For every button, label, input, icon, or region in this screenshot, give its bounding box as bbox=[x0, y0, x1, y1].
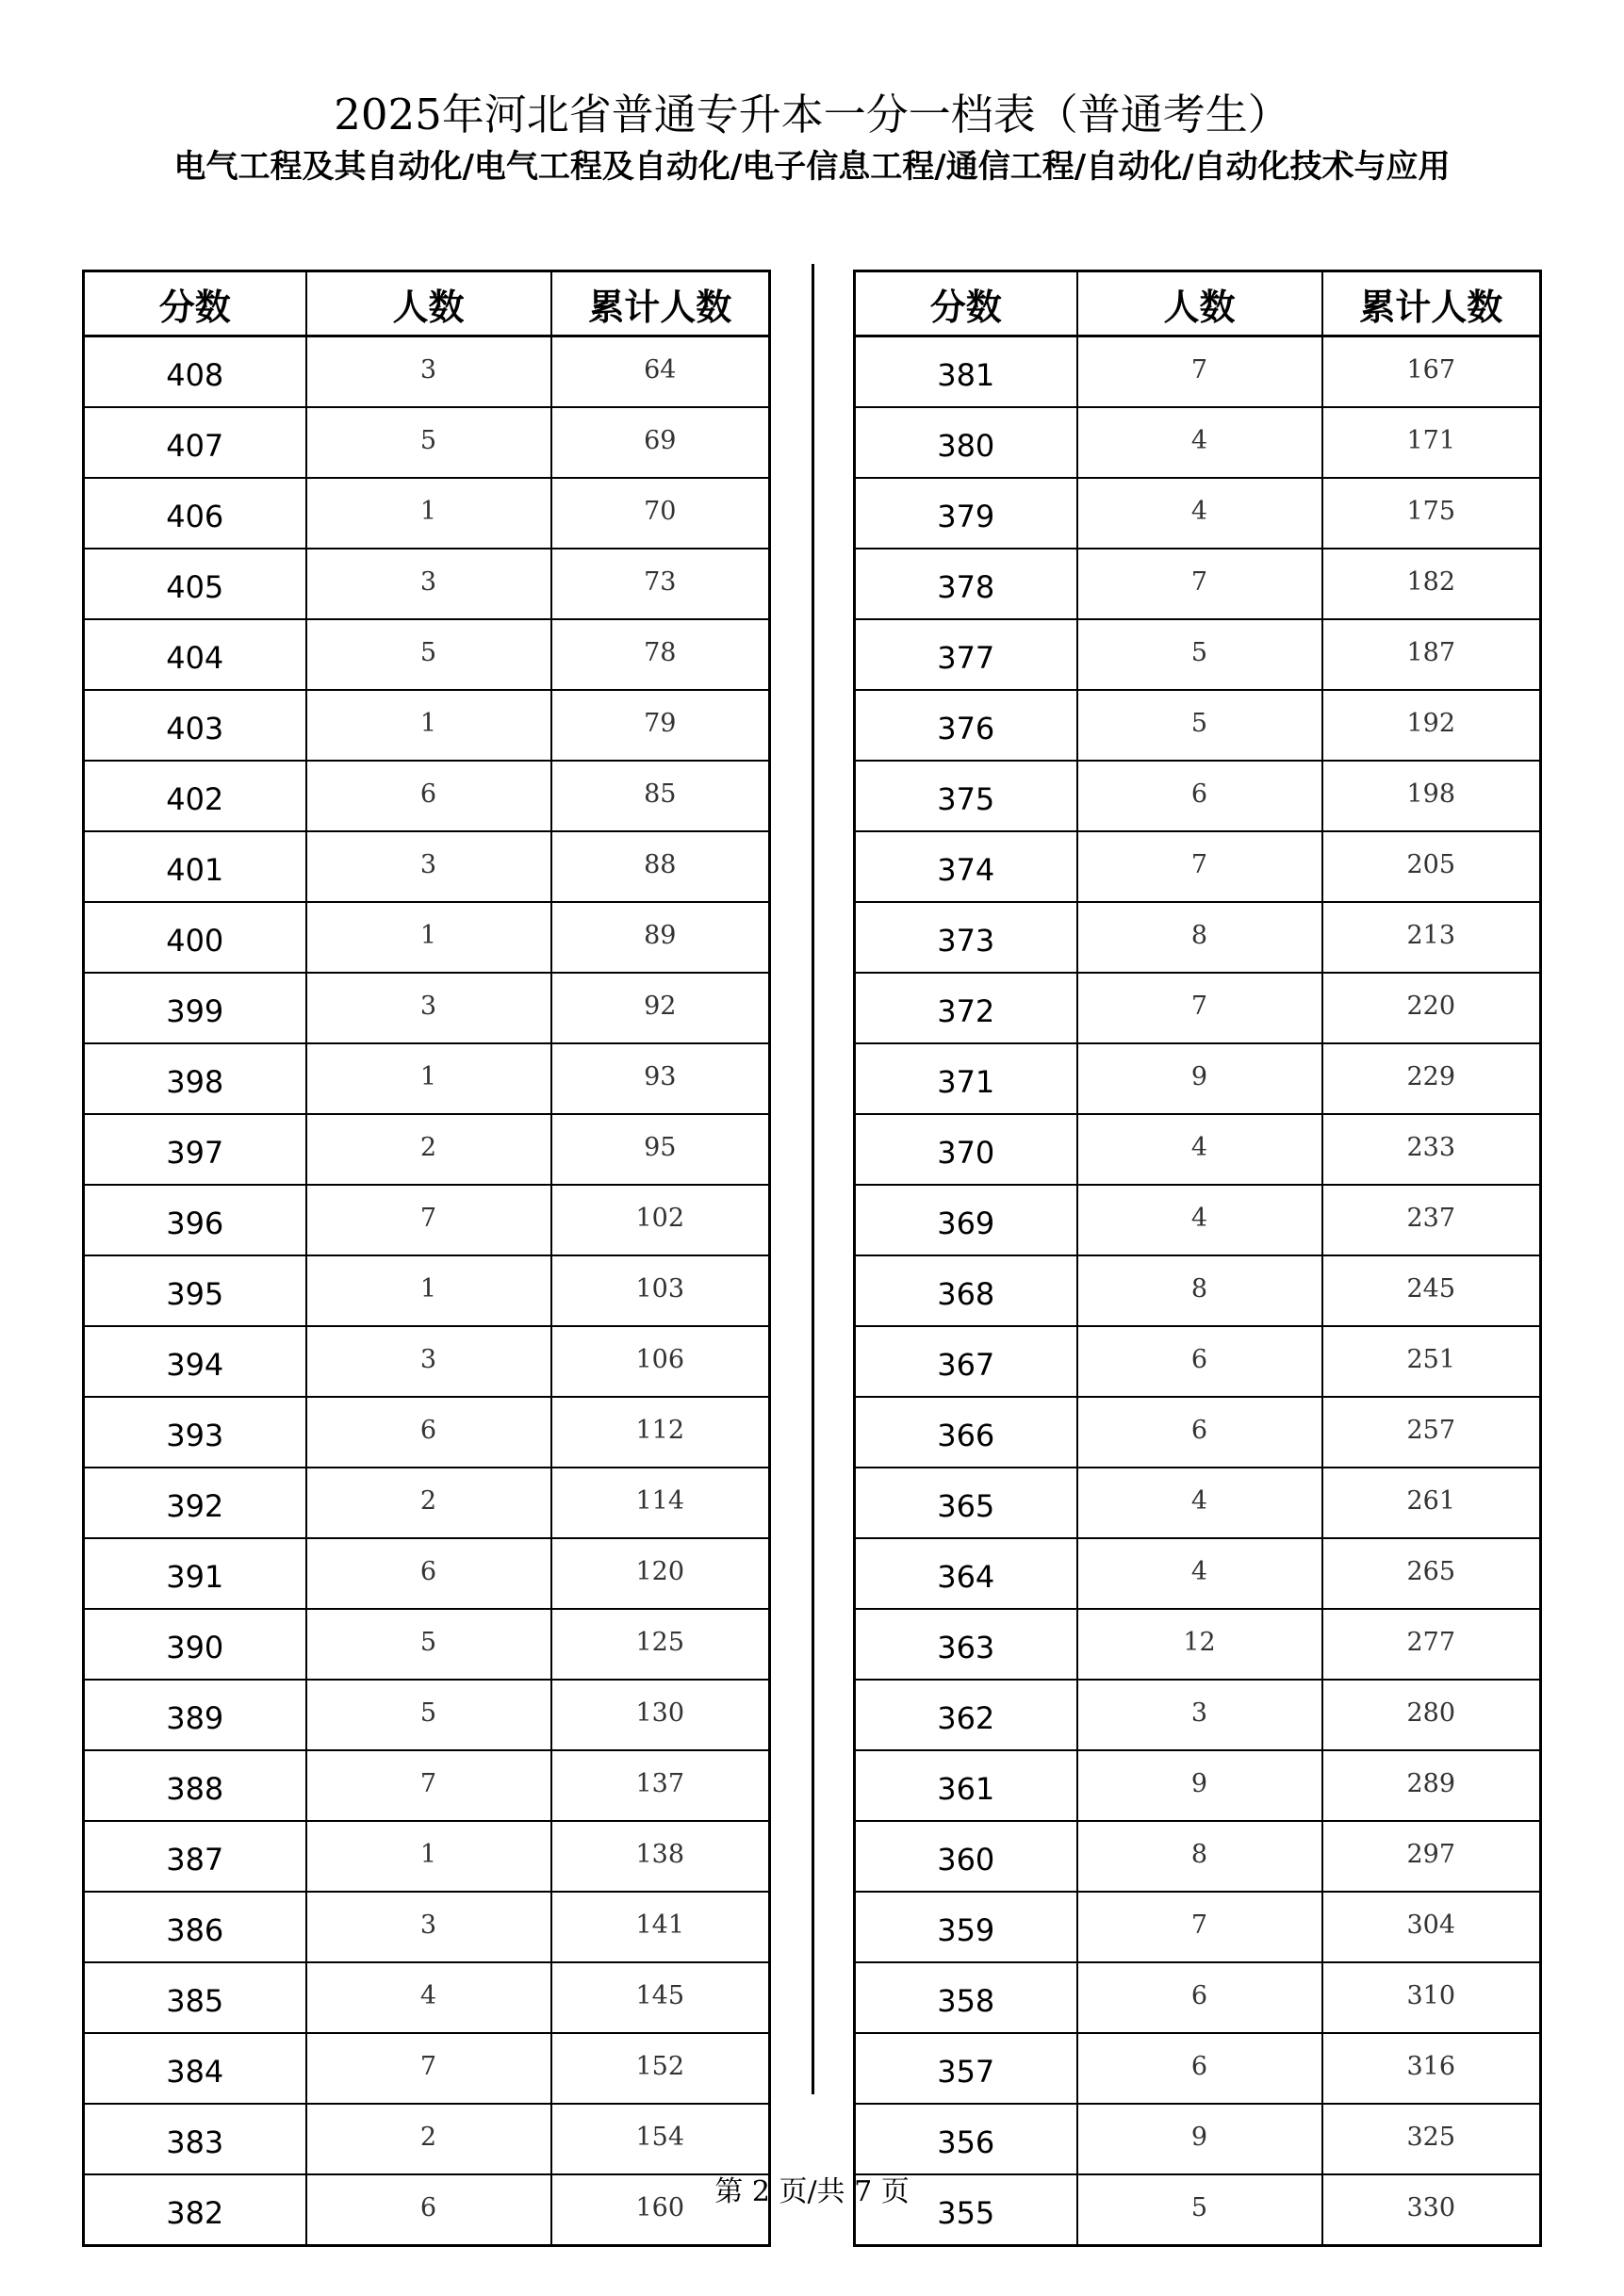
table-row bbox=[855, 2033, 1541, 2104]
cumulative-cell: 78 bbox=[551, 619, 770, 690]
count-cell: 3 bbox=[306, 973, 551, 1043]
cumulative-cell: 88 bbox=[551, 831, 770, 902]
count-cell: 5 bbox=[306, 619, 551, 690]
table-row bbox=[84, 336, 770, 408]
table-row bbox=[84, 1680, 770, 1750]
table-row bbox=[84, 1962, 770, 2033]
count-cell: 7 bbox=[306, 1185, 551, 1255]
cumulative-cell: 245 bbox=[1322, 1255, 1541, 1326]
count-cell: 2 bbox=[306, 1114, 551, 1185]
score-cell: 359 bbox=[855, 1892, 1077, 1962]
score-cell: 398 bbox=[84, 1043, 306, 1114]
cumulative-cell: 154 bbox=[551, 2104, 770, 2174]
table-row bbox=[84, 407, 770, 478]
table-row bbox=[84, 1821, 770, 1892]
score-cell: 369 bbox=[855, 1185, 1077, 1255]
cumulative-cell: 304 bbox=[1322, 1892, 1541, 1962]
score-cell: 356 bbox=[855, 2104, 1077, 2174]
table-row bbox=[84, 549, 770, 619]
score-cell: 377 bbox=[855, 619, 1077, 690]
cumulative-cell: 280 bbox=[1322, 1680, 1541, 1750]
page-number: 第 2 页/共 7 页 bbox=[714, 2175, 910, 2208]
cumulative-cell: 152 bbox=[551, 2033, 770, 2104]
cumulative-cell: 130 bbox=[551, 1680, 770, 1750]
header-score: 分数 bbox=[84, 271, 306, 336]
count-cell: 4 bbox=[1077, 1114, 1322, 1185]
score-cell: 381 bbox=[855, 336, 1077, 408]
score-cell: 382 bbox=[84, 2174, 306, 2246]
table-row bbox=[855, 1538, 1541, 1609]
count-cell: 3 bbox=[306, 1892, 551, 1962]
score-cell: 383 bbox=[84, 2104, 306, 2174]
table-row bbox=[84, 1468, 770, 1538]
count-cell: 9 bbox=[1077, 2104, 1322, 2174]
cumulative-cell: 325 bbox=[1322, 2104, 1541, 2174]
table-row bbox=[84, 1750, 770, 1821]
table-row bbox=[84, 1255, 770, 1326]
cumulative-cell: 112 bbox=[551, 1397, 770, 1468]
score-cell: 407 bbox=[84, 407, 306, 478]
count-cell: 5 bbox=[306, 1680, 551, 1750]
count-cell: 6 bbox=[1077, 1326, 1322, 1397]
score-cell: 402 bbox=[84, 761, 306, 831]
table-row bbox=[855, 1255, 1541, 1326]
score-cell: 380 bbox=[855, 407, 1077, 478]
score-cell: 368 bbox=[855, 1255, 1077, 1326]
count-cell: 5 bbox=[306, 407, 551, 478]
table-row bbox=[84, 478, 770, 549]
cumulative-cell: 237 bbox=[1322, 1185, 1541, 1255]
table-row bbox=[84, 1892, 770, 1962]
count-cell: 4 bbox=[1077, 407, 1322, 478]
count-cell: 7 bbox=[306, 1750, 551, 1821]
table-row bbox=[84, 1538, 770, 1609]
score-cell: 390 bbox=[84, 1609, 306, 1680]
score-table-left bbox=[82, 270, 771, 2247]
cumulative-cell: 137 bbox=[551, 1750, 770, 1821]
count-cell: 5 bbox=[1077, 690, 1322, 761]
cumulative-cell: 205 bbox=[1322, 831, 1541, 902]
table-row bbox=[855, 549, 1541, 619]
count-cell: 7 bbox=[1077, 336, 1322, 408]
table-row bbox=[855, 336, 1541, 408]
score-cell: 371 bbox=[855, 1043, 1077, 1114]
cumulative-cell: 297 bbox=[1322, 1821, 1541, 1892]
count-cell: 6 bbox=[1077, 1397, 1322, 1468]
cumulative-cell: 233 bbox=[1322, 1114, 1541, 1185]
count-cell: 7 bbox=[1077, 1892, 1322, 1962]
count-cell: 5 bbox=[1077, 619, 1322, 690]
page-title: 2025年河北省普通专升本一分一档表（普通考生） bbox=[334, 90, 1290, 139]
cumulative-cell: 64 bbox=[551, 336, 770, 408]
score-cell: 393 bbox=[84, 1397, 306, 1468]
count-cell: 1 bbox=[306, 1255, 551, 1326]
score-cell: 375 bbox=[855, 761, 1077, 831]
score-cell: 394 bbox=[84, 1326, 306, 1397]
cumulative-cell: 93 bbox=[551, 1043, 770, 1114]
cumulative-cell: 198 bbox=[1322, 761, 1541, 831]
cumulative-cell: 192 bbox=[1322, 690, 1541, 761]
table-row bbox=[855, 1680, 1541, 1750]
cumulative-cell: 310 bbox=[1322, 1962, 1541, 2033]
table-row bbox=[855, 478, 1541, 549]
score-cell: 395 bbox=[84, 1255, 306, 1326]
score-cell: 391 bbox=[84, 1538, 306, 1609]
table-row bbox=[84, 902, 770, 973]
count-cell: 8 bbox=[1077, 1255, 1322, 1326]
score-cell: 401 bbox=[84, 831, 306, 902]
score-cell: 405 bbox=[84, 549, 306, 619]
cumulative-cell: 102 bbox=[551, 1185, 770, 1255]
count-cell: 1 bbox=[306, 690, 551, 761]
table-row bbox=[84, 761, 770, 831]
score-cell: 404 bbox=[84, 619, 306, 690]
cumulative-cell: 265 bbox=[1322, 1538, 1541, 1609]
score-cell: 403 bbox=[84, 690, 306, 761]
cumulative-cell: 70 bbox=[551, 478, 770, 549]
score-cell: 396 bbox=[84, 1185, 306, 1255]
count-cell: 3 bbox=[306, 549, 551, 619]
cumulative-cell: 120 bbox=[551, 1538, 770, 1609]
table-row bbox=[855, 761, 1541, 831]
table-row bbox=[84, 1397, 770, 1468]
count-cell: 9 bbox=[1077, 1750, 1322, 1821]
table-row bbox=[84, 1043, 770, 1114]
cumulative-cell: 141 bbox=[551, 1892, 770, 1962]
table-row bbox=[855, 902, 1541, 973]
count-cell: 1 bbox=[306, 478, 551, 549]
table-row bbox=[855, 1750, 1541, 1821]
cumulative-cell: 187 bbox=[1322, 619, 1541, 690]
table-row bbox=[84, 1114, 770, 1185]
score-cell: 358 bbox=[855, 1962, 1077, 2033]
count-cell: 3 bbox=[306, 831, 551, 902]
count-cell: 6 bbox=[306, 1538, 551, 1609]
table-row bbox=[855, 1397, 1541, 1468]
score-cell: 360 bbox=[855, 1821, 1077, 1892]
count-cell: 3 bbox=[306, 336, 551, 408]
cumulative-cell: 125 bbox=[551, 1609, 770, 1680]
table-row bbox=[855, 973, 1541, 1043]
table-row bbox=[855, 1185, 1541, 1255]
cumulative-cell: 220 bbox=[1322, 973, 1541, 1043]
score-cell: 366 bbox=[855, 1397, 1077, 1468]
count-cell: 3 bbox=[1077, 1680, 1322, 1750]
table-row bbox=[855, 690, 1541, 761]
count-cell: 4 bbox=[1077, 478, 1322, 549]
table-row bbox=[855, 1609, 1541, 1680]
table-row bbox=[84, 1326, 770, 1397]
count-cell: 1 bbox=[306, 902, 551, 973]
table-row bbox=[855, 407, 1541, 478]
count-cell: 2 bbox=[306, 2104, 551, 2174]
table-row bbox=[855, 831, 1541, 902]
score-cell: 386 bbox=[84, 1892, 306, 1962]
score-cell: 355 bbox=[855, 2174, 1077, 2246]
score-cell: 392 bbox=[84, 1468, 306, 1538]
table-row bbox=[855, 1892, 1541, 1962]
cumulative-cell: 89 bbox=[551, 902, 770, 973]
count-cell: 6 bbox=[306, 761, 551, 831]
cumulative-cell: 138 bbox=[551, 1821, 770, 1892]
cumulative-cell: 257 bbox=[1322, 1397, 1541, 1468]
count-cell: 6 bbox=[306, 1397, 551, 1468]
header-count: 人数 bbox=[1077, 271, 1322, 336]
count-cell: 7 bbox=[306, 2033, 551, 2104]
column-divider bbox=[812, 264, 814, 2094]
count-cell: 7 bbox=[1077, 549, 1322, 619]
cumulative-cell: 261 bbox=[1322, 1468, 1541, 1538]
header-count: 人数 bbox=[306, 271, 551, 336]
cumulative-cell: 145 bbox=[551, 1962, 770, 2033]
count-cell: 5 bbox=[1077, 2174, 1322, 2246]
score-cell: 373 bbox=[855, 902, 1077, 973]
score-cell: 385 bbox=[84, 1962, 306, 2033]
header-cumulative: 累计人数 bbox=[551, 271, 770, 336]
count-cell: 4 bbox=[306, 1962, 551, 2033]
count-cell: 9 bbox=[1077, 1043, 1322, 1114]
count-cell: 8 bbox=[1077, 1821, 1322, 1892]
score-table-right bbox=[853, 270, 1542, 2247]
count-cell: 6 bbox=[306, 2174, 551, 2246]
count-cell: 4 bbox=[1077, 1538, 1322, 1609]
score-cell: 399 bbox=[84, 973, 306, 1043]
score-cell: 384 bbox=[84, 2033, 306, 2104]
score-cell: 376 bbox=[855, 690, 1077, 761]
table-row bbox=[84, 831, 770, 902]
count-cell: 3 bbox=[306, 1326, 551, 1397]
score-cell: 372 bbox=[855, 973, 1077, 1043]
table-row bbox=[84, 619, 770, 690]
header-score: 分数 bbox=[855, 271, 1077, 336]
cumulative-cell: 182 bbox=[1322, 549, 1541, 619]
score-cell: 408 bbox=[84, 336, 306, 408]
table-row bbox=[855, 1468, 1541, 1538]
score-cell: 379 bbox=[855, 478, 1077, 549]
cumulative-cell: 103 bbox=[551, 1255, 770, 1326]
count-cell: 4 bbox=[1077, 1468, 1322, 1538]
cumulative-cell: 79 bbox=[551, 690, 770, 761]
score-cell: 364 bbox=[855, 1538, 1077, 1609]
table-row bbox=[84, 2104, 770, 2174]
score-cell: 389 bbox=[84, 1680, 306, 1750]
cumulative-cell: 171 bbox=[1322, 407, 1541, 478]
score-cell: 362 bbox=[855, 1680, 1077, 1750]
table-header-row bbox=[84, 271, 770, 336]
cumulative-cell: 213 bbox=[1322, 902, 1541, 973]
cumulative-cell: 167 bbox=[1322, 336, 1541, 408]
table-row bbox=[84, 2033, 770, 2104]
cumulative-cell: 85 bbox=[551, 761, 770, 831]
table-row bbox=[855, 1326, 1541, 1397]
count-cell: 6 bbox=[1077, 761, 1322, 831]
score-cell: 357 bbox=[855, 2033, 1077, 2104]
cumulative-cell: 160 bbox=[551, 2174, 770, 2246]
table-row bbox=[855, 1043, 1541, 1114]
table-row bbox=[855, 619, 1541, 690]
count-cell: 4 bbox=[1077, 1185, 1322, 1255]
score-cell: 365 bbox=[855, 1468, 1077, 1538]
cumulative-cell: 229 bbox=[1322, 1043, 1541, 1114]
cumulative-cell: 289 bbox=[1322, 1750, 1541, 1821]
count-cell: 7 bbox=[1077, 831, 1322, 902]
score-cell: 400 bbox=[84, 902, 306, 973]
count-cell: 6 bbox=[1077, 2033, 1322, 2104]
cumulative-cell: 95 bbox=[551, 1114, 770, 1185]
count-cell: 12 bbox=[1077, 1609, 1322, 1680]
count-cell: 2 bbox=[306, 1468, 551, 1538]
header-cumulative: 累计人数 bbox=[1322, 271, 1541, 336]
cumulative-cell: 114 bbox=[551, 1468, 770, 1538]
table-row bbox=[855, 1114, 1541, 1185]
cumulative-cell: 175 bbox=[1322, 478, 1541, 549]
table-row bbox=[84, 690, 770, 761]
score-cell: 406 bbox=[84, 478, 306, 549]
count-cell: 5 bbox=[306, 1609, 551, 1680]
table-header-row bbox=[855, 271, 1541, 336]
cumulative-cell: 73 bbox=[551, 549, 770, 619]
score-cell: 370 bbox=[855, 1114, 1077, 1185]
cumulative-cell: 69 bbox=[551, 407, 770, 478]
score-cell: 374 bbox=[855, 831, 1077, 902]
table-row bbox=[855, 1821, 1541, 1892]
table-row bbox=[855, 1962, 1541, 2033]
score-cell: 397 bbox=[84, 1114, 306, 1185]
cumulative-cell: 330 bbox=[1322, 2174, 1541, 2246]
cumulative-cell: 316 bbox=[1322, 2033, 1541, 2104]
table-row bbox=[855, 2104, 1541, 2174]
score-cell: 388 bbox=[84, 1750, 306, 1821]
table-row bbox=[84, 1185, 770, 1255]
cumulative-cell: 106 bbox=[551, 1326, 770, 1397]
score-cell: 367 bbox=[855, 1326, 1077, 1397]
count-cell: 8 bbox=[1077, 902, 1322, 973]
major-list-subtitle: 电气工程及其自动化/电气工程及自动化/电子信息工程/通信工程/自动化/自动化技术与应用 bbox=[173, 148, 1451, 186]
table-row bbox=[84, 1609, 770, 1680]
score-cell: 361 bbox=[855, 1750, 1077, 1821]
count-cell: 1 bbox=[306, 1821, 551, 1892]
score-cell: 378 bbox=[855, 549, 1077, 619]
count-cell: 7 bbox=[1077, 973, 1322, 1043]
score-cell: 387 bbox=[84, 1821, 306, 1892]
count-cell: 6 bbox=[1077, 1962, 1322, 2033]
score-cell: 363 bbox=[855, 1609, 1077, 1680]
cumulative-cell: 251 bbox=[1322, 1326, 1541, 1397]
cumulative-cell: 92 bbox=[551, 973, 770, 1043]
count-cell: 1 bbox=[306, 1043, 551, 1114]
table-row bbox=[84, 973, 770, 1043]
cumulative-cell: 277 bbox=[1322, 1609, 1541, 1680]
